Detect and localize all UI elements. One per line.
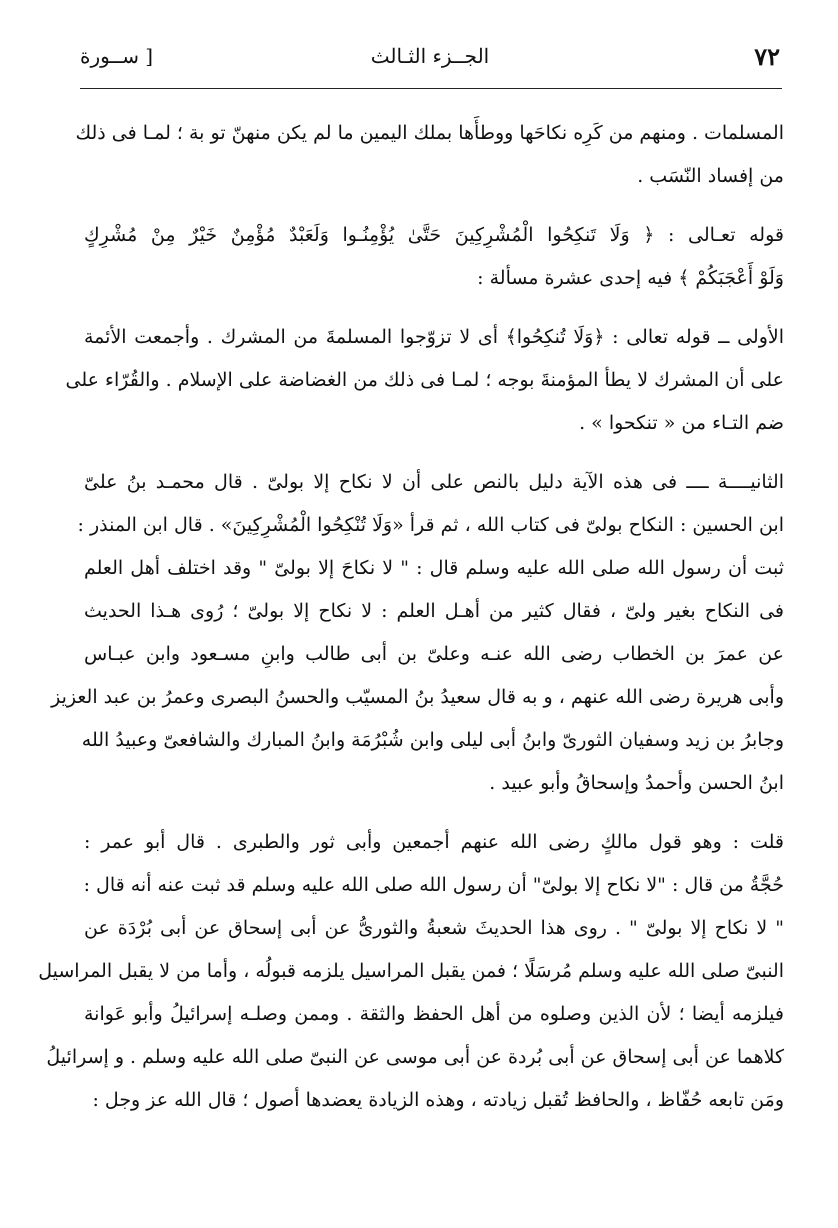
- page-header: [80, 40, 780, 80]
- text-line: ابن الحسين : النكاح بولىّ فى كتاب الله ، ثم قرأ «وَلَا تُنْكِحُوا الْمُشْرِكِينَ» . قال ابن المنذر :: [77, 514, 784, 536]
- text-line: وجابرُ بن زيد وسفيان الثورىّ وابنُ أبى ليلى وابن شُبْرُمَة وابنُ المبارك والشافعىّ وعبيدُ الله: [81, 729, 784, 751]
- text-line: " لا نكاح إلا بولىّ " . روى هذا الحديثَ شعبةُ والثورىُّ عن أبى إسحاق عن أبى بُرْدَة عن: [84, 917, 784, 939]
- text-line: عن عمرَ بن الخطاب رضى الله عنـه وعلىّ بن أبى طالب وابنِ مسـعود وابن عبـاس: [84, 643, 784, 665]
- part-title: الجــزء الثـالث: [370, 44, 490, 68]
- text-line: من إفساد النّسَب .: [637, 165, 784, 187]
- text-line: حُجَّةُ من قال : "لا نكاح إلا بولىّ" أن رسول الله صلى الله عليه وسلم قد ثبت عنه أنه قال :: [83, 874, 784, 896]
- text-line: على أن المشرك لا يطأ المؤمنةَ بوجه ؛ لمـا فى ذلك من الغضاضة على الإسلام . والقُرّاء على: [65, 369, 784, 391]
- text-line: ثبت أن رسول الله صلى الله عليه وسلم قال : " لا نكاحَ إلا بولىّ " وقد اختلف أهل العلم: [84, 557, 784, 579]
- text-line: ومَن تابعه حُفّاظ ، والحافظ تُقبل زيادته ، وهذه الزيادة يعضدها أصول ؛ قال الله عز وجل :: [92, 1089, 784, 1111]
- text-line: وَلَوْ أَعْجَبَكُمْ ﴾ فيه إحدى عشرة مسألة :: [477, 267, 784, 289]
- paragraph: [84, 214, 784, 300]
- text-body: [38, 112, 785, 1122]
- text-line: النبىّ صلى الله عليه وسلم مُرسَلًا ؛ فمن يقبل المراسيل يلزمه قبولُه ، وأما من لا يقبل المراسيل: [38, 960, 784, 982]
- page-number: ٧٢: [754, 42, 780, 71]
- text-line: ضم التـاء من « تنكحوا » .: [579, 412, 784, 434]
- text-line: فى النكاح بغير ولىّ ، فقال كثير من أهـل العلم : لا نكاح إلا بولىّ ؛ رُوى هـذا الحديث: [84, 600, 784, 622]
- text-line: قوله تعـالى : ﴿ وَلَا تَنكِحُوا الْمُشْرِكِينَ حَتَّىٰ يُؤْمِنُـوا وَلَعَبْدٌ مُؤْمِنٌ خَيْرٌ مِنْ مُشْرِكٍ: [84, 224, 784, 246]
- text-line: المسلمات . ومنهم من كَرِه نكاحَها ووطأَها بملك اليمين ما لم يكن منهنّ تو بة ؛ لمـا فى ذلك: [75, 122, 784, 144]
- text-line: فيلزمه أيضا ؛ لأن الذين وصلوه من أهل الحفظ والثقة . وممن وصلـه إسرائيلُ وأبو عَوانة: [84, 1003, 784, 1025]
- text-line: قلت : وهو قول مالكٍ رضى الله عنهم أجمعين وأبى ثور والطبرى . قال أبو عمر :: [84, 831, 784, 853]
- paragraph: [75, 112, 784, 198]
- text-line: الثانيــــة ــــ فى هذه الآية دليل بالنص على أن لا نكاح إلا بولىّ . قال محمـد بنُ علىّ: [84, 471, 785, 493]
- text-line: الأولى ــ قوله تعالى : ﴿وَلَا تُنكِحُوا﴾ أى لا تزوّجوا المسلمةَ من المشرك . وأجمعت الأئمة: [84, 326, 784, 348]
- paragraph: [65, 316, 784, 445]
- text-line: وأبى هريرة رضى الله عنهم ، و به قال سعيدُ بنُ المسيّب والحسنُ البصرى وعمرُ بن عبد العزيز: [51, 686, 784, 708]
- header-rule: [80, 88, 782, 89]
- text-line: ابنُ الحسن وأحمدُ وإسحاقُ وأبو عبيد .: [489, 772, 784, 794]
- text-line: كلاهما عن أبى إسحاق عن أبى بُردة عن أبى موسى عن النبىّ صلى الله عليه وسلم . و إسرائيلُ: [46, 1046, 784, 1068]
- surah-label: [ ســورة: [80, 44, 154, 68]
- paragraph: [51, 461, 785, 805]
- paragraph: [38, 821, 784, 1122]
